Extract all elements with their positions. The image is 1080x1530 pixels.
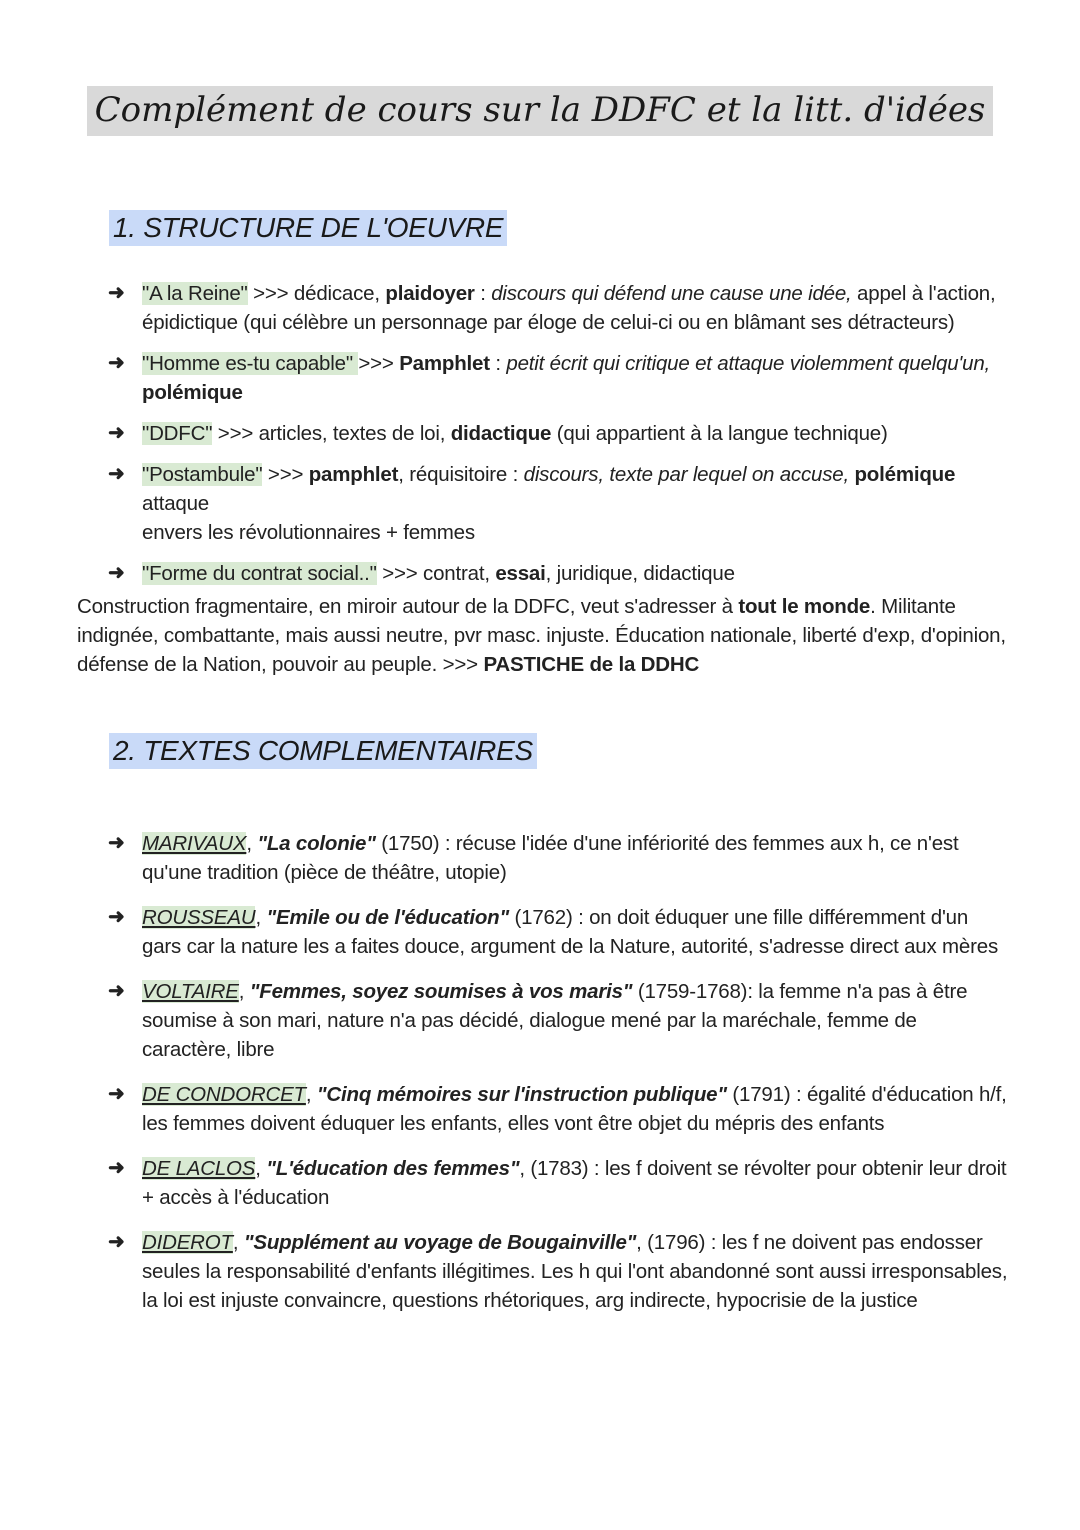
work-title: "Supplément au voyage de Bougainville" xyxy=(243,1231,637,1254)
arrow-icon: ➜ xyxy=(108,282,125,304)
italic-definition: discours, texte par lequel on accuse, xyxy=(523,463,849,486)
text: (1759-1768): la femme n'a pas à être soumise à son mari, nature n'a pas décidé, dialogue mené par la maréchale, femme de caractère, libre xyxy=(142,980,968,1061)
arrow-icon: ➜ xyxy=(108,906,125,928)
work-title: "La colonie" xyxy=(257,832,376,855)
text: (qui appartient à la langue technique) xyxy=(551,422,888,445)
list-item xyxy=(108,349,1008,407)
bold-term: didactique xyxy=(450,422,552,445)
list-item xyxy=(108,279,1008,337)
work-title: "L'éducation des femmes" xyxy=(266,1157,520,1180)
bold-term: Pamphlet xyxy=(399,352,490,375)
text: , (1796) : les f ne doivent pas endosser seules la responsabilité d'enfants illégitimes. Les h qui l'ont abandonné sont aussi irresponsables, la loi est injuste convaincre, questions rhétoriques, arg indirecte, hypocrisie de la justice xyxy=(142,1231,1008,1312)
text: , xyxy=(246,832,258,855)
arrow-icon: ➜ xyxy=(108,1083,125,1105)
author-name: MARIVAUX xyxy=(142,832,247,855)
text: . Militante indignée, combattante, mais aussi neutre, pvr masc. injuste. Éducation nationale, liberté d'exp, d'opinion, défense de la Nation, pouvoir au peuple. >>> xyxy=(77,595,1006,676)
list-item xyxy=(108,559,1008,588)
arrow-icon: ➜ xyxy=(108,562,125,584)
texts-list xyxy=(108,829,1008,1331)
section-1-title: 1. STRUCTURE DE L'OEUVRE xyxy=(109,210,507,246)
highlight-text: "Postambule" xyxy=(142,463,263,486)
bold-term: tout le monde xyxy=(738,595,871,618)
text: , juridique, didactique xyxy=(545,562,735,585)
arrow-icon: ➜ xyxy=(108,422,125,444)
bold-term: polémique xyxy=(854,463,956,486)
bold-term: plaidoyer xyxy=(385,282,475,305)
text: , (1783) : les f doivent se révolter pour obtenir leur droit + accès à l'éducation xyxy=(142,1157,1007,1209)
text: (1750) : récuse l'idée d'une infériorité des femmes aux h, ce n'est qu'une tradition (pièce de théâtre, utopie) xyxy=(142,832,959,884)
text: >>> xyxy=(358,352,400,375)
italic-definition: petit écrit qui critique et attaque violemment quelqu'un, xyxy=(506,352,991,375)
list-item xyxy=(108,419,1008,448)
title-wrap xyxy=(0,86,1080,136)
arrow-icon: ➜ xyxy=(108,463,125,485)
section-2-title: 2. TEXTES COMPLEMENTAIRES xyxy=(109,733,537,769)
list-item xyxy=(108,829,1008,887)
text: , xyxy=(305,1083,317,1106)
highlight-text: "Homme es-tu capable" xyxy=(142,352,359,375)
list-item xyxy=(108,1228,1008,1315)
list-item xyxy=(108,977,1008,1064)
text: >>> xyxy=(262,463,309,486)
work-title: "Femmes, soyez soumises à vos maris" xyxy=(249,980,633,1003)
author-name: ROUSSEAU xyxy=(142,906,256,929)
text: >>> contrat, xyxy=(376,562,496,585)
text: >>> dédicace, xyxy=(247,282,386,305)
arrow-icon: ➜ xyxy=(108,1157,125,1179)
text: attaque xyxy=(142,492,209,515)
highlight-text: "A la Reine" xyxy=(142,282,248,305)
summary-paragraph xyxy=(77,592,1007,679)
bold-term: polémique xyxy=(142,381,243,404)
list-item xyxy=(108,460,1008,547)
list-item xyxy=(108,903,1008,961)
arrow-icon: ➜ xyxy=(108,1231,125,1253)
arrow-icon: ➜ xyxy=(108,980,125,1002)
arrow-icon: ➜ xyxy=(108,832,125,854)
text: envers les révolutionnaires + femmes xyxy=(142,521,475,544)
author-name: DE LACLOS xyxy=(142,1157,256,1180)
text: appel à l'action, xyxy=(851,282,996,305)
list-item xyxy=(108,1080,1008,1138)
work-title: "Cinq mémoires sur l'instruction publique" xyxy=(316,1083,727,1106)
text: (1791) : égalité d'éducation h/f, les femmes doivent éduquer les enfants, elles vont être objet du mépris des enfants xyxy=(142,1083,1007,1135)
highlight-text: "Forme du contrat social.." xyxy=(142,562,377,585)
text: , xyxy=(238,980,250,1003)
arrow-icon: ➜ xyxy=(108,352,125,374)
highlight-text: "DDFC" xyxy=(142,422,213,445)
text: : xyxy=(474,282,492,305)
text: , xyxy=(232,1231,244,1254)
author-name: DE CONDORCET xyxy=(142,1083,306,1106)
text: (1762) : on doit éduquer une fille différemment d'un gars car la nature les a faites douce, argument de la Nature, autorité, s'adresse direct aux mères xyxy=(142,906,999,958)
bold-term: PASTICHE de la DDHC xyxy=(483,653,700,676)
structure-list xyxy=(108,279,1008,600)
text: épidictique (qui célèbre un personnage par éloge de celui-ci ou en blâmant ses détracteurs) xyxy=(142,311,955,334)
italic-definition: discours qui défend une cause une idée, xyxy=(491,282,852,305)
page-title: Complément de cours sur la DDFC et la litt. d'idées xyxy=(87,86,994,136)
text: >>> articles, textes de loi, xyxy=(212,422,451,445)
bold-term: pamphlet xyxy=(308,463,399,486)
text: , xyxy=(255,906,267,929)
work-title: "Emile ou de l'éducation" xyxy=(266,906,510,929)
author-name: VOLTAIRE xyxy=(142,980,239,1003)
list-item xyxy=(108,1154,1008,1212)
text: : xyxy=(489,352,507,375)
bold-term: essai xyxy=(495,562,546,585)
text: , xyxy=(255,1157,267,1180)
text: Construction fragmentaire, en miroir autour de la DDFC, veut s'adresser à xyxy=(77,595,739,618)
text: , réquisitoire : xyxy=(398,463,524,486)
author-name: DIDEROT xyxy=(142,1231,233,1254)
